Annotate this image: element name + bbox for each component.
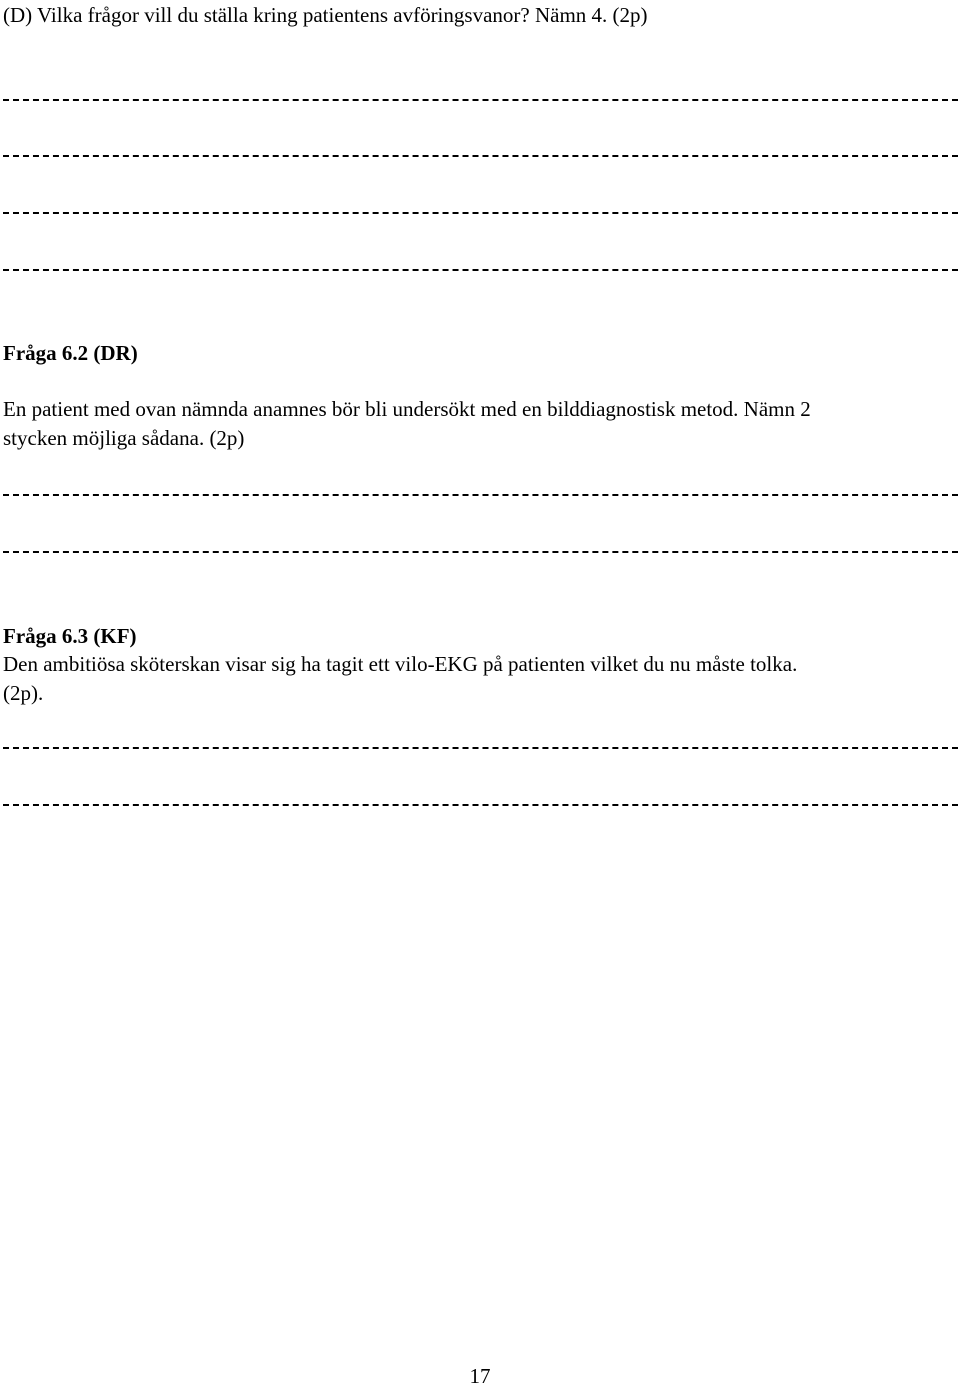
page-number: 17 (469, 1364, 491, 1388)
question-text-6-2-line1: En patient med ovan nämnda anamnes bör bli undersökt med en bilddiagnostisk metod. Nämn 2 (3, 397, 811, 421)
answer-line[interactable] (3, 212, 958, 214)
answer-line[interactable] (3, 747, 958, 749)
question-text-6-2-line2: stycken möjliga sådana. (2p) (3, 426, 245, 450)
answer-line[interactable] (3, 494, 958, 496)
answer-line[interactable] (3, 551, 958, 553)
question-prompt-d: (D) Vilka frågor vill du ställa kring patientens avföringsvanor? Nämn 4. (2p) (3, 3, 648, 27)
answer-line[interactable] (3, 99, 958, 101)
question-heading-6-3: Fråga 6.3 (KF) (3, 624, 137, 648)
question-text-6-3-line1: Den ambitiösa sköterskan visar sig ha tagit ett vilo-EKG på patienten vilket du nu måste tolka. (3, 652, 798, 676)
answer-line[interactable] (3, 155, 958, 157)
question-heading-6-2: Fråga 6.2 (DR) (3, 341, 138, 365)
answer-line[interactable] (3, 804, 958, 806)
question-text-6-3-line2: (2p). (3, 681, 44, 705)
answer-line[interactable] (3, 269, 958, 271)
